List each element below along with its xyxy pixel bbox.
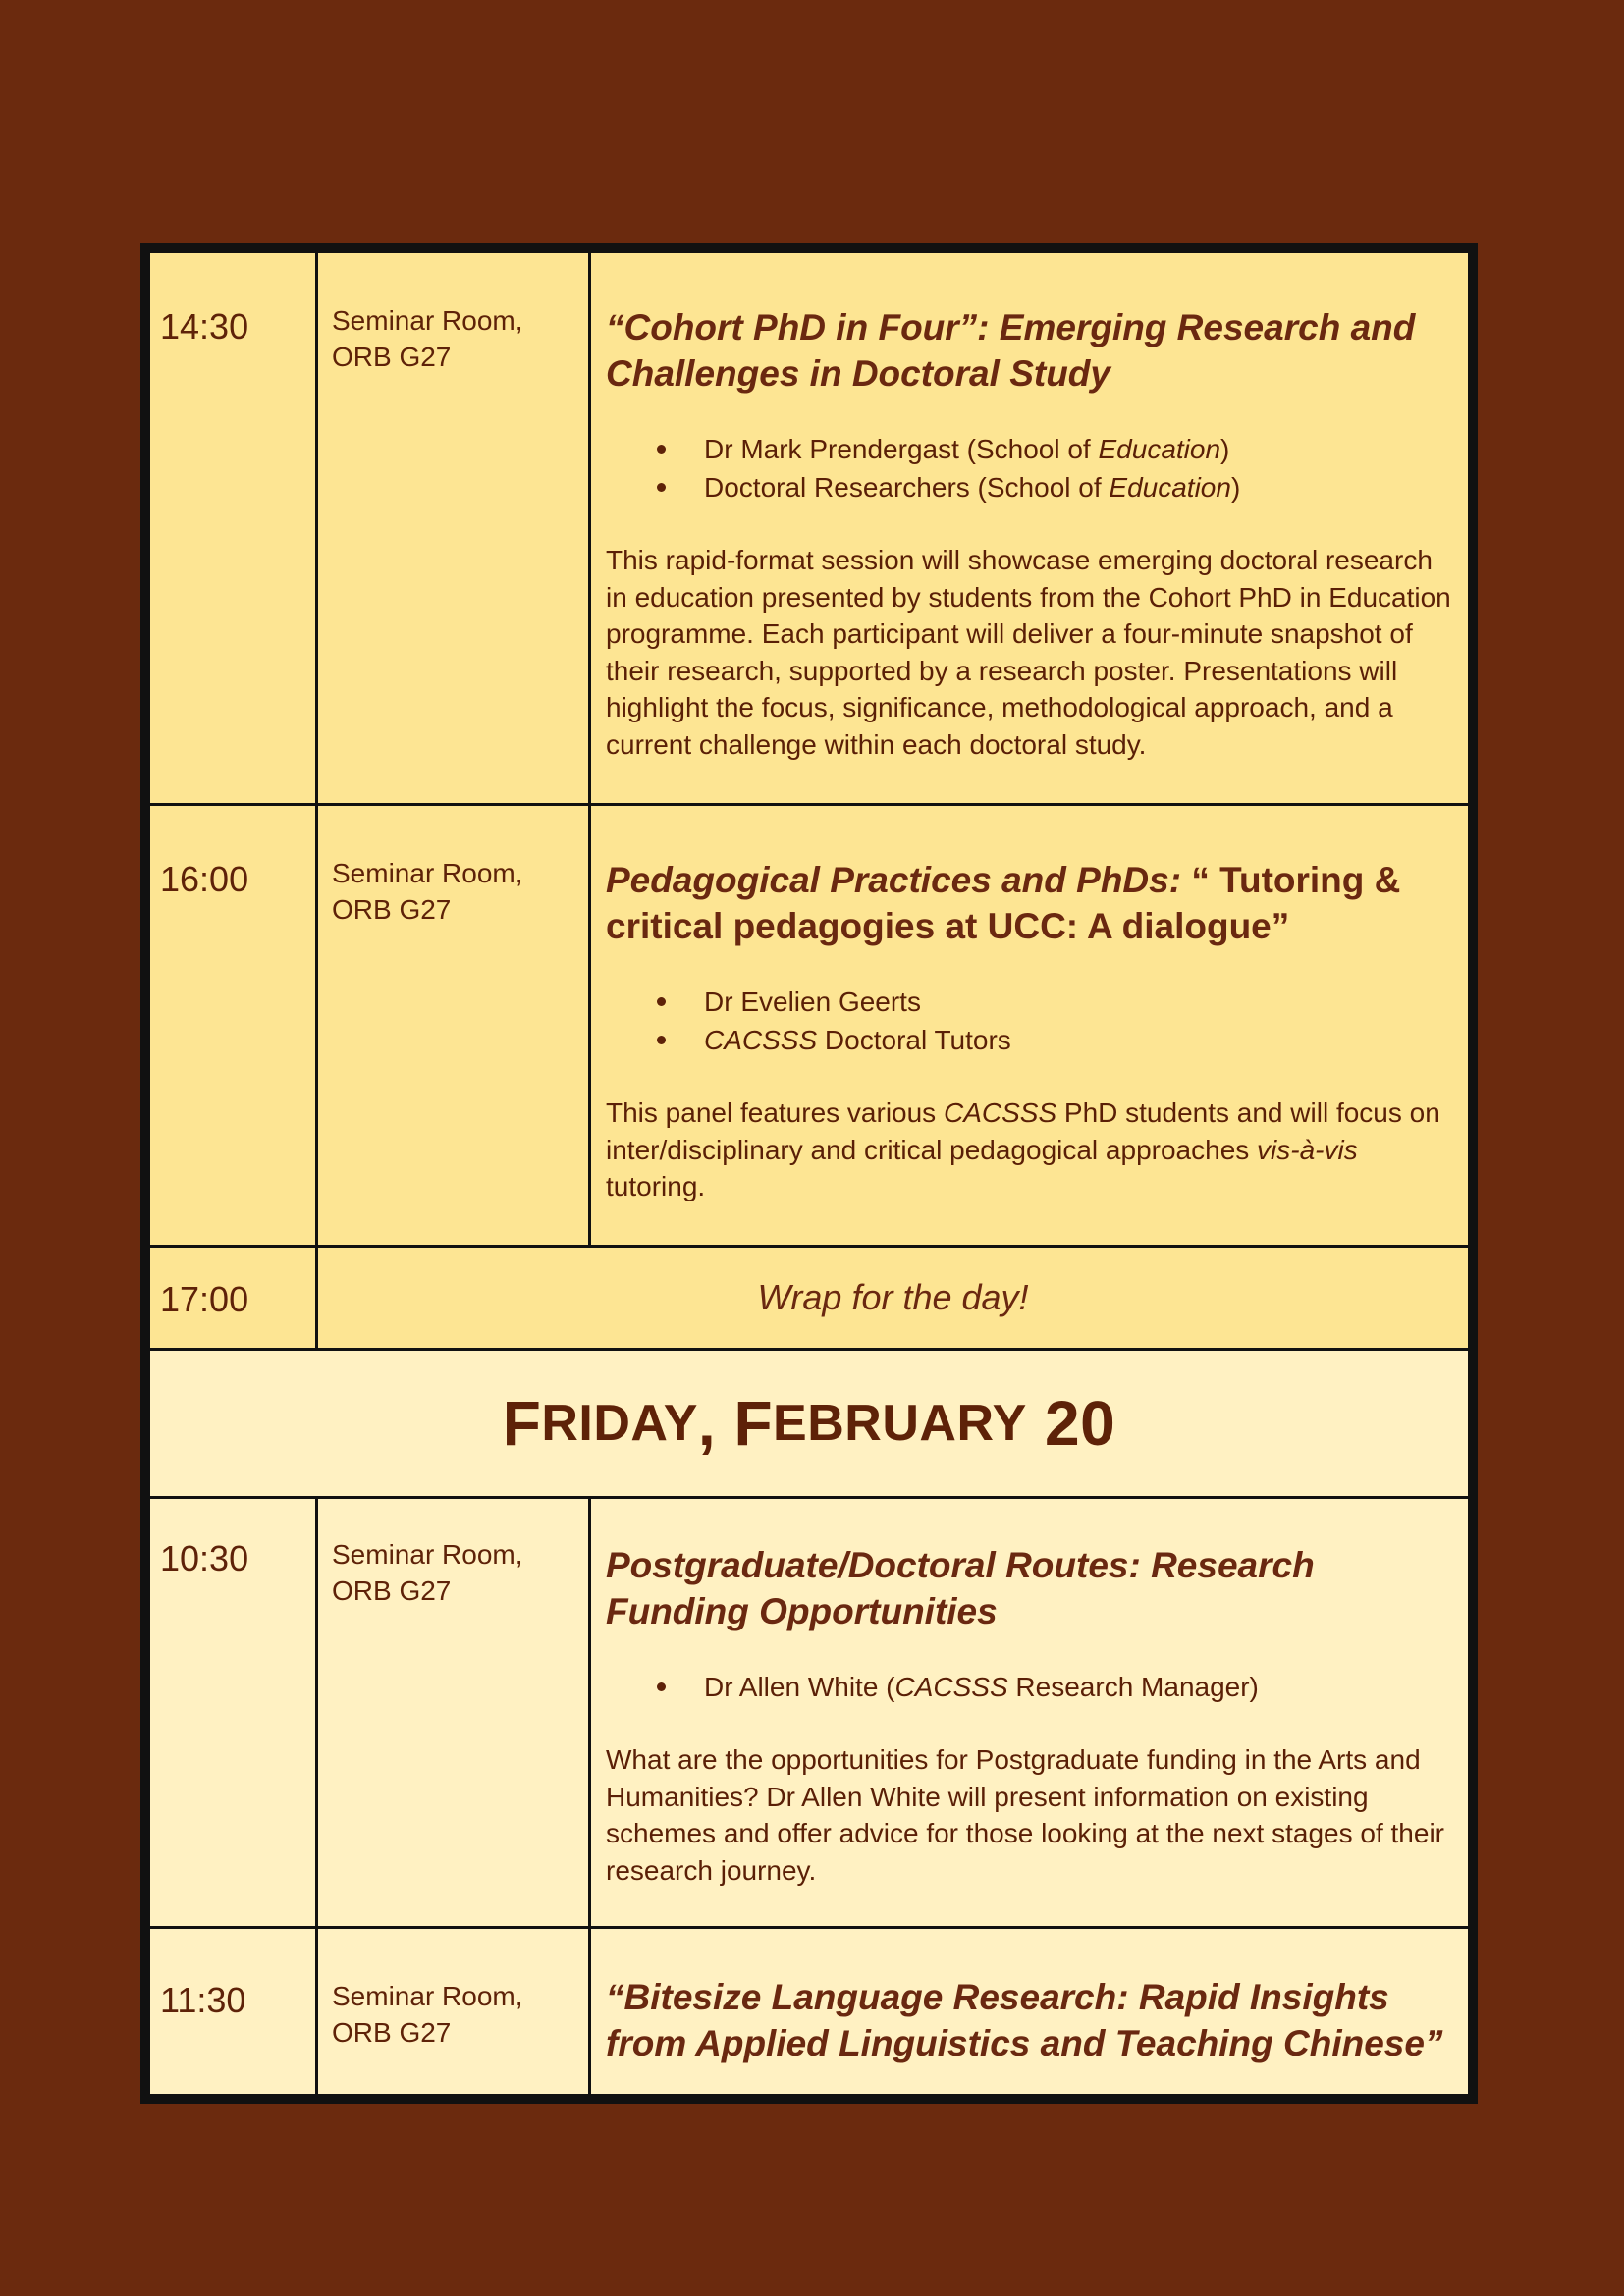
room-code: ORB G27 xyxy=(332,1575,452,1606)
session-description: What are the opportunities for Postgraduate funding in the Arts and Humanities? Dr Allen White will present information on existing schemes and offer advice for those looking at the next stages of their research journey. xyxy=(606,1744,1444,1886)
room-code: ORB G27 xyxy=(332,342,452,372)
speaker-item: Dr Allen White (CACSSS Research Manager) xyxy=(704,1668,1458,1706)
room-cell xyxy=(318,253,588,803)
room-line: Seminar Room, xyxy=(332,1981,523,2011)
speaker-list xyxy=(606,430,1458,507)
session-description: This panel features various CACSSS PhD students and will focus on inter/disciplinary and critical pedagogical approaches vis-à-vis tutoring. xyxy=(606,1097,1440,1201)
time-cell: 10:30 xyxy=(150,1499,315,1926)
session-description: This rapid-format session will showcase emerging doctoral research in education presented by students from the Cohort PhD in Education programme. Each participant will deliver a four-minute snapshot of their research, supported by a research poster. Presentations will highlight the focus, significance, methodological approach, and a current challenge within each doctoral study. xyxy=(606,545,1451,760)
day-heading: F RIDAY , F EBRUARY 20 xyxy=(150,1351,1468,1496)
time-cell: 17:00 xyxy=(150,1248,315,1348)
time-cell: 14:30 xyxy=(150,253,315,803)
session-cell xyxy=(591,1929,1468,2094)
room-line: Seminar Room, xyxy=(332,858,523,888)
room-cell xyxy=(318,1929,588,2094)
speaker-item: Dr Evelien Geerts xyxy=(704,983,1458,1021)
session-cell xyxy=(591,1499,1468,1926)
speaker-list xyxy=(606,1668,1458,1706)
speaker-item: Doctoral Researchers (School of Education) xyxy=(704,468,1458,507)
room-cell xyxy=(318,806,588,1245)
speaker-item: Dr Mark Prendergast (School of Education) xyxy=(704,430,1458,468)
session-title: “Bitesize Language Research: Rapid Insights from Applied Linguistics and Teaching Chinese” xyxy=(606,1977,1443,2063)
session-title: Pedagogical Practices and PhDs: “ Tutoring & critical pedagogies at UCC: A dialogue” xyxy=(606,860,1401,946)
session-title: “Cohort PhD in Four”: Emerging Research and Challenges in Doctoral Study xyxy=(606,307,1416,394)
wrap-note: Wrap for the day! xyxy=(318,1248,1468,1348)
room-line: Seminar Room, xyxy=(332,1539,523,1570)
room-cell xyxy=(318,1499,588,1926)
room-line: Seminar Room, xyxy=(332,305,523,336)
room-code: ORB G27 xyxy=(332,2017,452,2048)
room-code: ORB G27 xyxy=(332,894,452,925)
session-title: Postgraduate/Doctoral Routes: Research Funding Opportunities xyxy=(606,1545,1315,1631)
session-cell xyxy=(591,253,1468,803)
session-cell xyxy=(591,806,1468,1245)
time-cell: 16:00 xyxy=(150,806,315,1245)
speaker-list xyxy=(606,983,1458,1059)
speaker-item: CACSSS Doctoral Tutors xyxy=(704,1021,1458,1059)
time-cell: 11:30 xyxy=(150,1929,315,2094)
schedule-table xyxy=(140,243,1478,2104)
